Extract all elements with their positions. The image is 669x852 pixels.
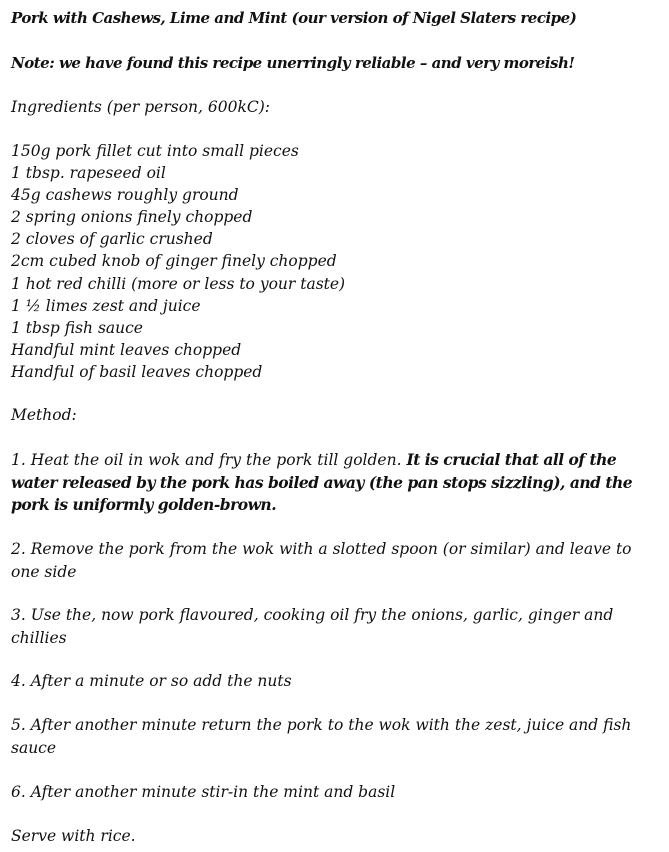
ingredients-heading: Ingredients (per person, 600kC):: [11, 98, 270, 116]
method-step-emphasis: It is crucial that all of the water released by the pork has boiled away (the pan stops sizzling), and the pork is uniformly golden-brown.: [11, 450, 633, 514]
recipe-title: Pork with Cashews, Lime and Mint (our version of Nigel Slaters recipe): [11, 9, 577, 27]
ingredient-item: 2 spring onions finely chopped: [11, 208, 253, 227]
ingredient-item: 45g cashews roughly ground: [11, 186, 239, 205]
ingredient-item: 150g pork fillet cut into small pieces: [11, 142, 299, 160]
ingredient-item: 2cm cubed knob of ginger finely chopped: [11, 252, 337, 271]
ingredient-item: 1 tbsp fish sauce: [11, 318, 143, 337]
ingredient-item: Handful mint leaves chopped: [11, 340, 242, 359]
method-step-text: 1. Heat the oil in wok and fry the pork till golden.: [11, 451, 407, 469]
ingredient-item: 1 tbsp. rapeseed oil: [11, 164, 166, 183]
ingredients-list: [11, 140, 345, 383]
recipe-note: Note: we have found this recipe unerringly reliable – and very moreish!: [11, 54, 575, 72]
ingredient-item: 1 hot red chilli (more or less to your taste): [11, 274, 346, 293]
method-step-2: 2. Remove the pork from the wok with a slotted spoon (or similar) and leave to one side: [11, 540, 632, 581]
serving-suggestion: Serve with rice.: [11, 827, 136, 845]
ingredient-item: Handful of basil leaves chopped: [11, 362, 263, 381]
method-step-6: 6. After another minute stir-in the mint and basil: [11, 783, 396, 801]
ingredient-item: 1 ½ limes zest and juice: [11, 296, 201, 315]
method-step-1: [11, 449, 663, 517]
method-step-3: 3. Use the, now pork flavoured, cooking oil fry the onions, garlic, ginger and chillies: [11, 606, 614, 647]
ingredient-item: 2 cloves of garlic crushed: [11, 230, 213, 249]
method-heading: Method:: [11, 406, 77, 424]
method-step-4: 4. After a minute or so add the nuts: [11, 672, 292, 690]
method-step-5: 5. After another minute return the pork to the wok with the zest, juice and fish sauce: [11, 716, 632, 757]
